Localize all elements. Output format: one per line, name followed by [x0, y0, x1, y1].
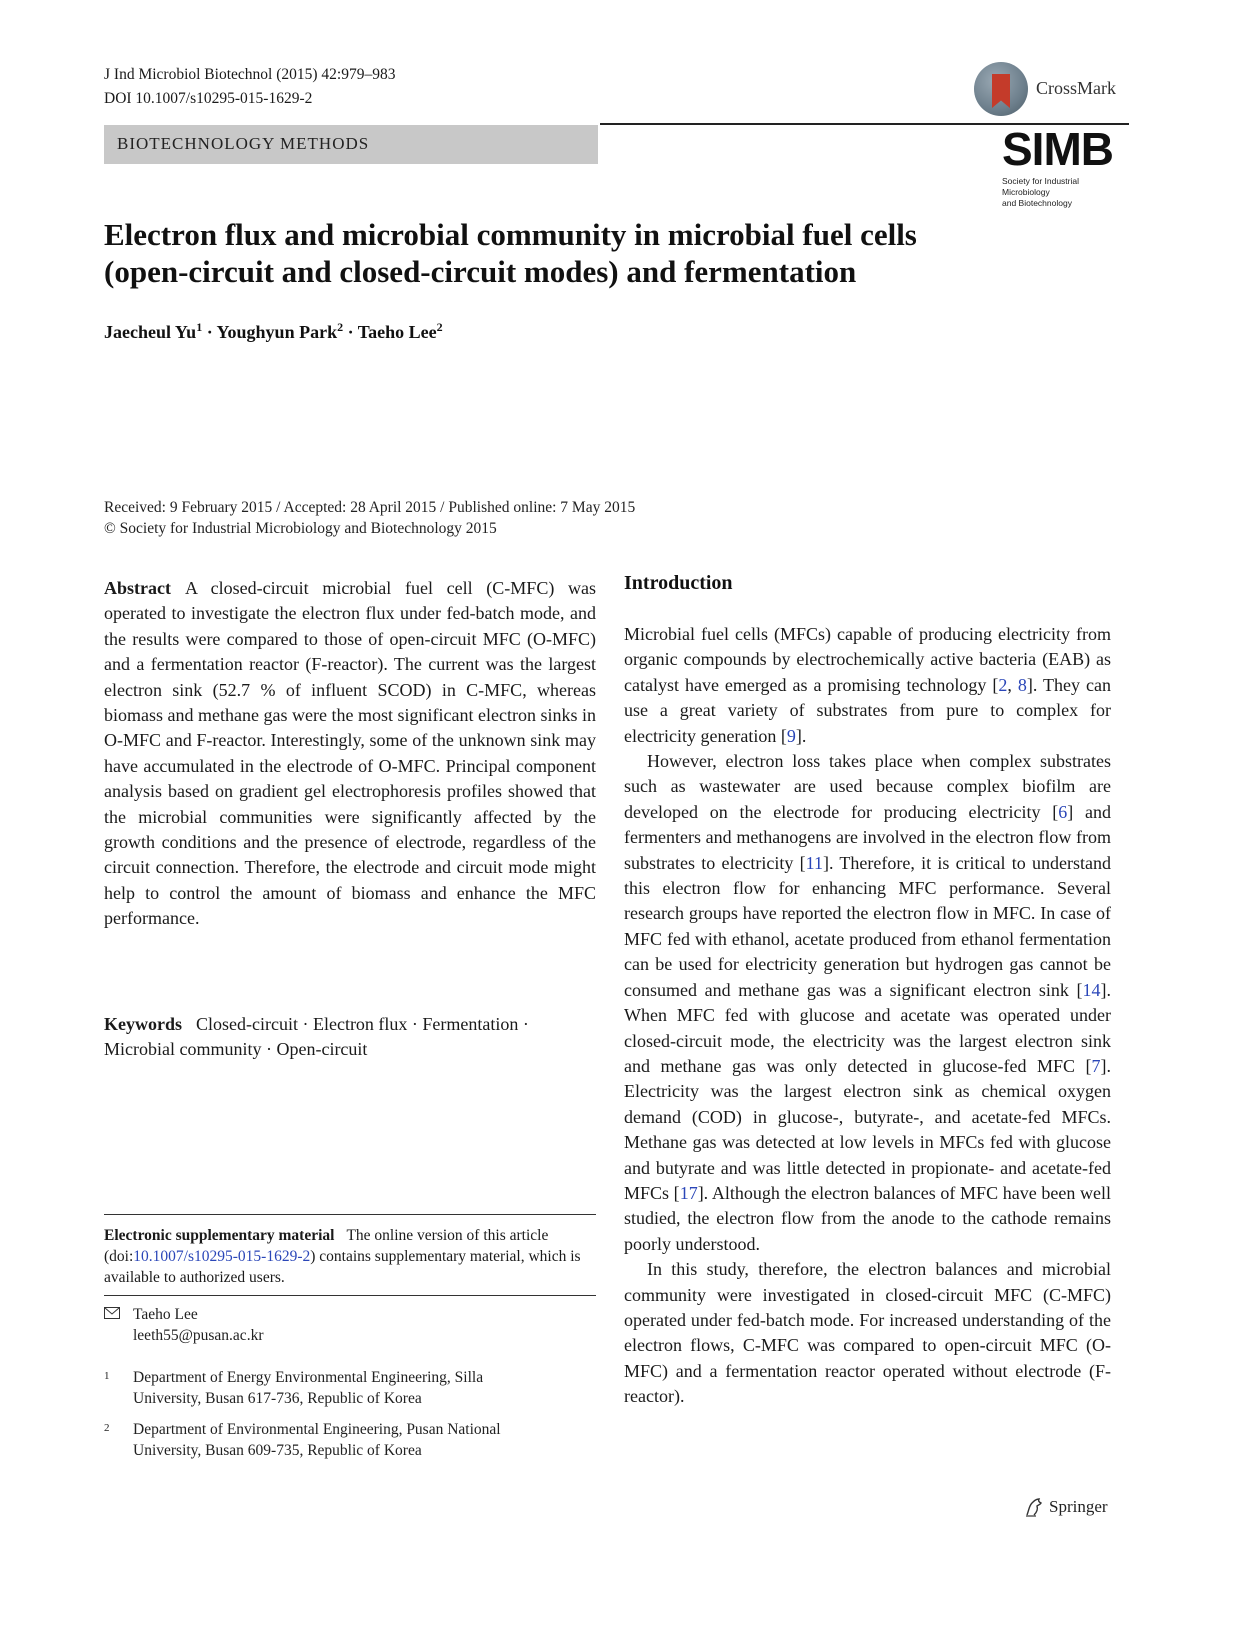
- supplementary-doi-link[interactable]: 10.1007/s10295-015-1629-2: [133, 1248, 311, 1265]
- author-affiliation-mark: 2: [337, 320, 344, 334]
- affiliation-number: 2: [104, 1422, 110, 1434]
- supplementary-label: Electronic supplementary material: [104, 1227, 335, 1244]
- crossmark-icon: [974, 62, 1028, 116]
- paragraph: Microbial fuel cells (MFCs) capable of producing electricity from organic compounds by electrochemically active bacteria (EAB) as catalyst have emerged as a promising technology [2, 8]. They can use a great variety of substrates from pure to complex for electricity generation [9].: [624, 624, 1111, 746]
- citation-link[interactable]: 6: [1058, 801, 1068, 822]
- journal-reference: J Ind Microbiol Biotechnol (2015) 42:979–983: [104, 66, 396, 83]
- copyright: © Society for Industrial Microbiology and Biotechnology 2015: [104, 520, 497, 537]
- author-list: Jaecheul $Yu^1$ · Youghyun Park$^2$ · Taeho Lee$^2$: [104, 320, 443, 342]
- paragraph: However, electron loss takes place when complex substrates such as wastewater are used because complex biofilm are developed on the electrode for producing electricity [6] and fermenters and methanogens are involved in the electron flow from substrates to electricity [11]. Therefore, it is critical to understand this electron flow for enhancing MFC performance. Several research groups have reported the electron flow in MFC. In case of MFC fed with ethanol, acetate produced from ethanol fermentation can be used for electricity generation but hydrogen gas cannot be consumed and methane gas was a significant electron sink [14]. When MFC fed with glucose and acetate was operated under closed-circuit mode, the electricity was the largest electron sink and methane gas was only detected in glucose-fed MFC [7]. Electricity was the largest electron sink as chemical oxygen demand (COD) in glucose-, butyrate-, and acetate-fed MFCs. Methane gas was detected at low levels in MFCs fed with glucose and butyrate and was little detected in propionate- and acetate-fed MFCs [17]. Although the electron balances of MFC have been well studied, the electron flow from the anode to the cathode remains poorly understood.: [624, 751, 1112, 1254]
- citation-link[interactable]: 2: [998, 674, 1008, 695]
- simb-logo-text: SIMB: [1002, 123, 1113, 175]
- affiliation-number: 1: [104, 1370, 110, 1382]
- crossmark-label: CrossMark: [1036, 78, 1116, 98]
- correspondence-email[interactable]: leeth55@pusan.ac.kr: [133, 1327, 264, 1344]
- citation-link[interactable]: 9: [786, 725, 796, 746]
- simb-logo: [1002, 123, 1129, 208]
- introduction-heading: Introduction: [624, 572, 733, 594]
- springer-horse-icon: [1023, 1496, 1045, 1518]
- author-affiliation-mark: 1: [196, 320, 203, 334]
- keywords: [104, 1012, 596, 1063]
- keywords-text: Closed-circuit · Electron flux · Fermentation · Microbial community · Open-circuit: [104, 1014, 529, 1060]
- paper-title: Electron flux and microbial community in microbial fuel cells (open-circuit and closed-circuit modes) and fermentation: [104, 217, 917, 289]
- abstract: [104, 576, 596, 932]
- citation-link[interactable]: 14: [1082, 979, 1101, 1000]
- section-label: BIOTECHNOLOGY METHODS: [117, 134, 370, 153]
- crossmark-badge[interactable]: [974, 60, 1124, 118]
- envelope-icon: [104, 1307, 120, 1319]
- citation-link[interactable]: 17: [679, 1182, 698, 1203]
- affiliation: Department of Environmental Engineering, Pusan National University, Busan 609-735, Republic of Korea: [133, 1421, 501, 1459]
- publisher-name: Springer: [1049, 1497, 1108, 1516]
- footnote-rule: [104, 1214, 596, 1215]
- section-band: [104, 125, 598, 164]
- citation-link[interactable]: 8: [1017, 674, 1027, 695]
- keywords-label: Keywords: [104, 1014, 182, 1034]
- simb-society-name: Society for Industrial Microbiology and Biotechnology: [1002, 176, 1080, 208]
- author: Taeho Lee: [357, 322, 437, 342]
- footnote-rule: [104, 1295, 596, 1296]
- correspondence: [133, 1304, 263, 1346]
- author: Jaecheul Yu: [104, 322, 197, 342]
- affiliation: Department of Energy Environmental Engineering, Silla University, Busan 617-736, Republic of Korea: [133, 1369, 484, 1407]
- paragraph: In this study, therefore, the electron balances and microbial community were investigated in closed-circuit MFC (C-MFC) operated under fed-batch mode. For increased understanding of the electron flows, C-MFC was compared to open-circuit MFC (O-MFC) and a fermentation reactor operated without electrode (F-reactor).: [624, 1259, 1111, 1407]
- citation-link[interactable]: 11: [805, 852, 823, 873]
- supplementary-note: Electronic supplementary material The online version of this article (doi:10.1007/s10295-015-1629-2) contains supplementary material, which is available to authorized users.: [104, 1227, 581, 1286]
- introduction-text: [624, 622, 1111, 1410]
- springer-logo: [1023, 1495, 1133, 1519]
- doi: DOI 10.1007/s10295-015-1629-2: [104, 90, 313, 107]
- publication-dates: Received: 9 February 2015 / Accepted: 28 April 2015 / Published online: 7 May 2015: [104, 499, 636, 516]
- citation-link[interactable]: 7: [1091, 1055, 1101, 1076]
- abstract-text: A closed-circuit microbial fuel cell (C-MFC) was operated to investigate the electron flux under fed-batch mode, and the results were compared to those of open-circuit MFC (O-MFC) and a fermentation reactor (F-reactor). The current was the largest electron sink (52.7 % of influent SCOD) in C-MFC, whereas biomass and methane gas were the most significant electron sinks in O-MFC and F-reactor. Interestingly, some of the unknown sink may have accumulated in the electrode of O-MFC. Principal component analysis based on gradient gel electrophoresis profiles showed that the microbial communities were significantly affected by the growth conditions and the presence of electrode, regardless of the circuit connection. Therefore, the electrode and circuit mode might help to control the amount of biomass and enhance the MFC performance.: [104, 578, 596, 929]
- author-affiliation-mark: 2: [436, 320, 443, 334]
- author: Youghyun Park: [216, 322, 338, 342]
- correspondence-name: Taeho Lee: [133, 1306, 198, 1323]
- abstract-label: Abstract: [104, 578, 171, 598]
